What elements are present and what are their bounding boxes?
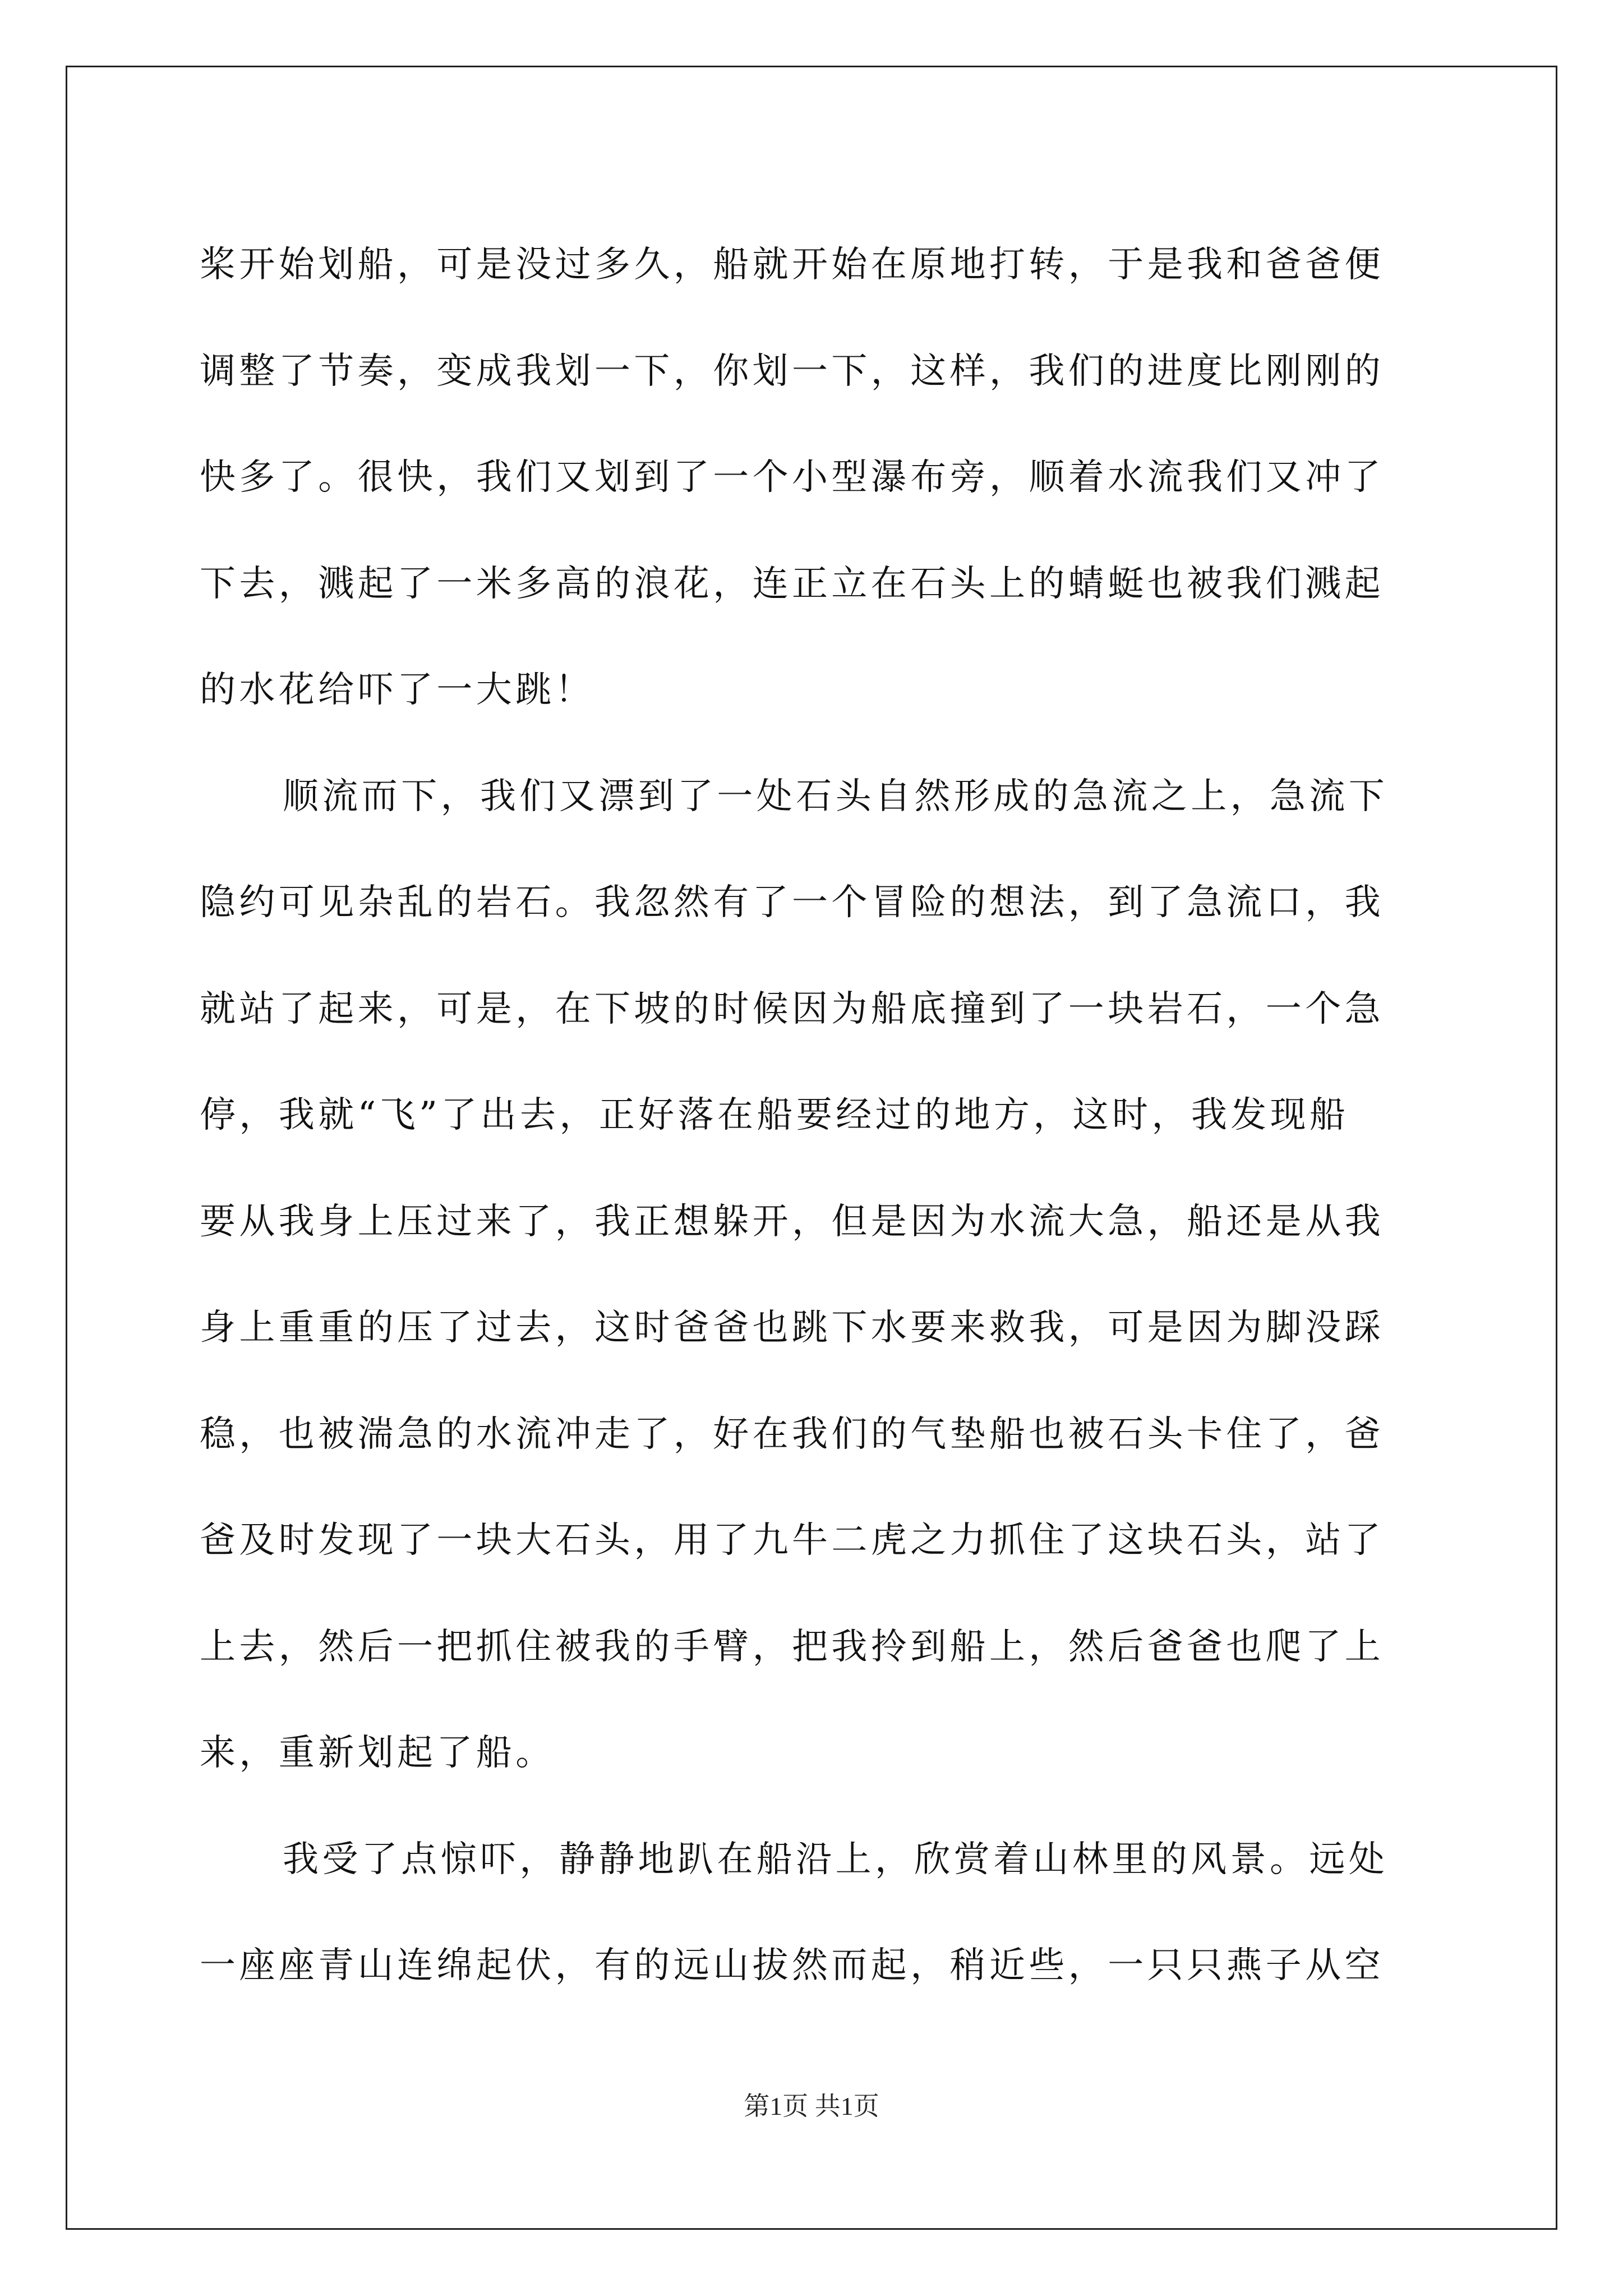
text-line: 顺流而下，我们又漂到了一处石头自然形成的急流之上，急流下 — [283, 775, 1389, 817]
text-line: 上去，然后一把抓住被我的手臂，把我拎到船上，然后爸爸也爬了上 — [200, 1626, 1384, 1668]
document-body — [200, 212, 1422, 2019]
text-line: 调整了节奏，变成我划一下，你划一下，这样，我们的进度比刚刚的 — [200, 350, 1384, 392]
text-line: 桨开始划船，可是没过多久，船就开始在原地打转，于是我和爸爸便 — [200, 244, 1384, 286]
text-line: 隐约可见杂乱的岩石。我忽然有了一个冒险的想法，到了急流口，我 — [200, 882, 1384, 923]
text-line: 稳，也被湍急的水流冲走了，好在我们的气垫船也被石头卡住了，爸 — [200, 1413, 1384, 1455]
text-line: 就站了起来，可是，在下坡的时候因为船底撞到了一块岩石，一个急 — [200, 988, 1384, 1030]
text-line: 来，重新划起了船。 — [200, 1732, 555, 1774]
text-line: 要从我身上压过来了，我正想躲开，但是因为水流大急，船还是从我 — [200, 1200, 1384, 1243]
text-line: 我受了点惊吓，静静地趴在船沿上，欣赏着山林里的风景。远处 — [283, 1838, 1389, 1880]
text-line: 一座座青山连绵起伏，有的远山拔然而起，稍近些，一只只燕子从空 — [200, 1945, 1384, 1986]
text-line: 停，我就“飞”了出去，正好落在船要经过的地方，这时，我发现船 — [200, 1094, 1349, 1136]
page-number-label: 第1页 共1页 — [744, 2092, 879, 2120]
text-line: 爸及时发现了一块大石头，用了九牛二虎之力抓住了这块石头，站了 — [200, 1520, 1384, 1561]
text-line: 身上重重的压了过去，这时爸爸也跳下水要来救我，可是因为脚没踩 — [200, 1307, 1384, 1349]
page-footer — [0, 2086, 1623, 2123]
text-line: 快多了。很快，我们又划到了一个小型瀑布旁，顺着水流我们又冲了 — [200, 457, 1384, 498]
text-line: 下去，溅起了一米多高的浪花，连正立在石头上的蜻蜓也被我们溅起 — [200, 563, 1384, 605]
text-line: 的水花给吓了一大跳！ — [200, 669, 594, 711]
